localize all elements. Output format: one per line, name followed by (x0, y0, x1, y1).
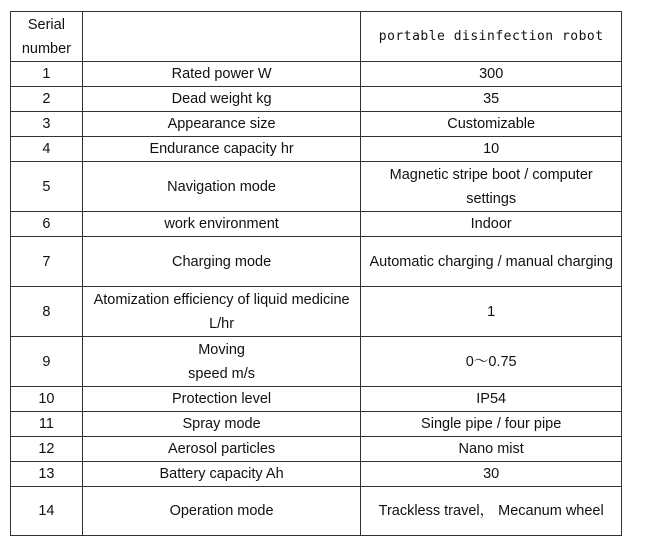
table-row (11, 137, 622, 162)
table-row (11, 337, 622, 387)
row-value: 30 (361, 462, 622, 487)
table-row (11, 487, 622, 536)
row-number: 14 (11, 487, 83, 536)
row-parameter: Atomization efficiency of liquid medicine L/hr (82, 287, 361, 337)
row-parameter: Rated power W (82, 62, 361, 87)
table-row (11, 387, 622, 412)
table-row (11, 112, 622, 137)
row-value: 1 (361, 287, 622, 337)
row-value: Trackless travel， Mecanum wheel (361, 487, 622, 536)
row-number: 7 (11, 237, 83, 287)
row-parameter: Dead weight kg (82, 87, 361, 112)
row-value: Single pipe / four pipe (361, 412, 622, 437)
row-number: 10 (11, 387, 83, 412)
row-parameter: Navigation mode (82, 162, 361, 212)
row-value: Magnetic stripe boot / computer settings (361, 162, 622, 212)
row-value: IP54 (361, 387, 622, 412)
table-row (11, 287, 622, 337)
row-value: Customizable (361, 112, 622, 137)
row-parameter: Aerosol particles (82, 437, 361, 462)
table-row (11, 62, 622, 87)
row-parameter: Charging mode (82, 237, 361, 287)
row-number: 4 (11, 137, 83, 162)
spec-table (10, 11, 622, 536)
row-number: 13 (11, 462, 83, 487)
row-number: 12 (11, 437, 83, 462)
header-serial-number: Serial number (11, 12, 83, 62)
row-value: 35 (361, 87, 622, 112)
table-header-row (11, 12, 622, 62)
row-number: 11 (11, 412, 83, 437)
row-value: 300 (361, 62, 622, 87)
row-parameter: Operation mode (82, 487, 361, 536)
row-parameter: Spray mode (82, 412, 361, 437)
header-parameter (82, 12, 361, 62)
table-row (11, 237, 622, 287)
row-parameter: Protection level (82, 387, 361, 412)
row-value: 0～0.75 (361, 337, 622, 387)
row-parameter: Battery capacity Ah (82, 462, 361, 487)
row-parameter: Appearance size (82, 112, 361, 137)
row-number: 8 (11, 287, 83, 337)
row-value: Automatic charging / manual charging (361, 237, 622, 287)
table-row (11, 212, 622, 237)
row-value: Nano mist (361, 437, 622, 462)
row-number: 3 (11, 112, 83, 137)
row-parameter: work environment (82, 212, 361, 237)
row-number: 9 (11, 337, 83, 387)
table-row (11, 162, 622, 212)
row-value: 10 (361, 137, 622, 162)
row-parameter: Moving speed m/s (82, 337, 361, 387)
row-number: 2 (11, 87, 83, 112)
row-parameter: Endurance capacity hr (82, 137, 361, 162)
row-number: 6 (11, 212, 83, 237)
row-number: 5 (11, 162, 83, 212)
row-value: Indoor (361, 212, 622, 237)
table-row (11, 462, 622, 487)
row-number: 1 (11, 62, 83, 87)
table-row (11, 437, 622, 462)
table-row (11, 412, 622, 437)
header-product: portable disinfection robot (361, 12, 622, 62)
table-row (11, 87, 622, 112)
